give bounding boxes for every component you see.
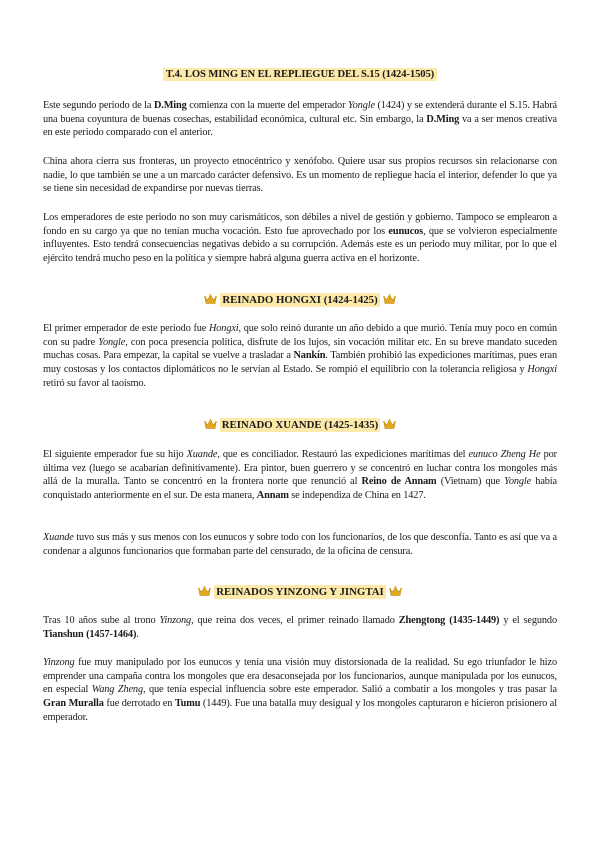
crown-icon bbox=[204, 419, 217, 430]
section-heading-hongxi: REINADO HONGXI (1424-1425) bbox=[0, 294, 600, 306]
document-title: T.4. LOS MING EN EL REPLIEGUE DEL S.15 (1424-1505) bbox=[0, 69, 600, 80]
xuande-paragraph-2: Xuande tuvo sus más y sus menos con los eunucos y sobre todo con los funcionarios, de los que desconfía. Tanto es así que va a condenar a algunos funcionarios que formaban parte del censurado, de la oficina de censura. bbox=[43, 532, 557, 557]
xuande-paragraph-1: El siguiente emperador fue su hijo Xuande, que es conciliador. Restauró las expediciones marítimas del eunuco Zheng He por última vez (luego se acabarían definitivamente). Era pintor, buen guerrero y se concentró en luchar contra los mongoles más allá de la muralla. Tanto se concentró en la frontera norte que renunció al Reino de Annam (Vietnam) que Yongle había conquistado anteriormente en el sur. De esta manera, Annam se independiza de China en 1427. bbox=[43, 449, 557, 502]
intro-paragraph-3: Los emperadores de este periodo no son muy carismáticos, son débiles a nivel de gestión y gobierno. Tampoco se emplearon a fondo en su cargo ya que no tenían mucha vocación. Esto fue aprovechado por los eunucos, que se volvieron especialmente influyentes. Esto tendrá consecuencias negativas debido a su corrupción. Además este es un periodo muy militar, por lo que el ejército tendrá mucho peso en la política y siempre habrá alguna guerra activa en el horizonte. bbox=[43, 212, 557, 265]
yinzong-paragraph-1: Tras 10 años sube al trono Yinzong, que reina dos veces, el primer reinado llamado Zhengtong (1435-1449) y el segundo Tianshun (1457-1464). bbox=[43, 615, 557, 640]
section-heading-xuande: REINADO XUANDE (1425-1435) bbox=[0, 419, 600, 431]
crown-icon bbox=[383, 419, 396, 430]
crown-icon bbox=[383, 294, 396, 305]
crown-icon bbox=[389, 586, 402, 597]
yinzong-paragraph-2: Yinzong fue muy manipulado por los eunucos y tenía una visión muy distorsionada de la realidad. Su ego triunfador le hizo emprender una campaña contra los mongoles que era desaconsejada por los funcionarios, aunque manipulada por los eunucos, en especial Wang Zheng, que tenía especial influencia sobre este emperador. Salió a combatir a los mongoles y tras pasar la Gran Muralla fue derrotado en Tumu (1449). Fue una batalla muy desigual y los mongoles capturaron e hicieron prisionero al emperador. bbox=[43, 657, 557, 723]
crown-icon bbox=[198, 586, 211, 597]
intro-paragraph-2: China ahora cierra sus fronteras, un proyecto etnocéntrico y xenófobo. Quiere usar sus propios recursos sin relacionarse con nadie, lo que también se une a un marcado carácter defensivo. Es un momento de repliegue hacia el interior, defender lo que ya se tiene sin necesidad de expandirse por nuevas tierras. bbox=[43, 156, 557, 195]
section-heading-yinzong: REINADOS YINZONG Y JINGTAI bbox=[0, 586, 600, 598]
hongxi-paragraph-1: El primer emperador de este periodo fue Hongxi, que solo reinó durante un año debido a que murió. Tenía muy poco en común con su padre Yongle, con poca presencia política, disfrute de los lujos, sin vocación militar etc. En su breve mandato suceden muchas cosas. Para empezar, la capital se vuelve a trasladar a Nankín. También prohibió las expediciones marítimas, pues eran muy costosas y los contactos diplomáticos no le servían al Estado. Se rompió el equilibrio con la tolerancia religiosa y Hongxi retiró su favor al taoísmo. bbox=[43, 323, 557, 389]
intro-paragraph-1: Este segundo periodo de la D.Ming comienza con la muerte del emperador Yongle (1424) y se extenderá durante el S.15. Habrá una buena coyuntura de buenas cosechas, estabilidad económica, cultural etc. Sin embargo, la D.Ming va a ser menos creativa en este periodo comparado con el anterior. bbox=[43, 100, 557, 139]
crown-icon bbox=[204, 294, 217, 305]
